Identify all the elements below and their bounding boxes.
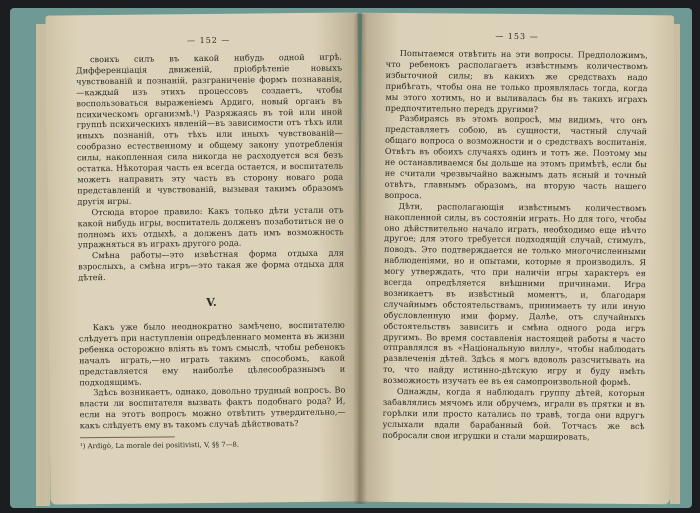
footnote: ¹) Ardigò, La morale dei positivisti, V, §§ 7—8. xyxy=(79,440,240,451)
right-paragraph: Дѣти, располагающія извѣстнымъ количествомъ накопленной силы, въ состояніи играть. Но для того, чтобы оно дѣйствительно начало играть, необходимо еще нѣчто другое; для этого требуется подходящій случай, стимулъ, поводъ. Это подтверждается не только многочисленными наблюденіями, но и опытами, которые я производилъ. Я могу утверждать, что при наличіи игры характеръ ея всегда опредѣляется внѣшними причинами. Игра возникаетъ въ извѣстный моментъ, и, благодаря случайнымъ обстоятельствамъ, принимаетъ ту или иную обусловленную ими форму. Далѣе, отъ случайныхъ обстоятельствъ зависитъ и смѣна одного рода игръ другимъ. Во время составленія настоящей работы я часто отправлялся въ «Національную виллу», чтобы наблюдать развлеченія дѣтей. Здѣсь я могъ вдоволь разсчитывать на то, что найду истинно-дѣтскую игру и буду имѣть возможность изучать ее въ ея самопроизвольной формѣ. xyxy=(382,200,647,388)
left-section-paragraph: Какъ уже было неоднократно замѣчено, воспитателю слѣдуетъ при наступленіи опредѣленнаго момента въ жизни ребенка осторожно влiять въ томъ смыслѣ, чтобы ребенокъ началъ играть,—но играть такимъ способомъ, какой представляется ему наиболѣе цѣлесообразнымъ и подходящимъ. xyxy=(78,319,346,387)
left-page xyxy=(45,12,362,504)
section-heading: V. xyxy=(206,295,217,310)
right-paragraph: Разбираясь въ этомъ вопросѣ, мы видимъ, что онъ представляетъ собою, въ сущности, частный случай общаго вопроса о возможности и о средствахъ воспитанія. Отвѣтъ въ обоихъ случаяхъ одинъ и тотъ же. Поэтому мы не останавливаемся бы дольше на этомъ примѣтѣ, если бы не считали чрезвычайно важнымъ дать ясный и точный отвѣтъ, главнымъ образомъ, на вторую часть нашего вопроса. xyxy=(384,113,648,200)
right-page xyxy=(358,13,674,505)
left-paragraph: Отсюда второе правило: Какъ только дѣти устали отъ какой нибудь игры, воспитатель долженъ позаботиться не о полномъ ихъ отдыхѣ, а долженъ дать имъ возможность упражняться въ играхъ другого рода. xyxy=(77,204,344,250)
right-paragraph: Однажды, когда я наблюдалъ группу дѣтей, которыя забавлялись мячомъ или обручемъ, играли въ прятки и въ горѣлки или просто катались по травѣ, тогда они вдругъ услыхали вдали барабанный бой. Тотчасъ же всѣ побросали свои игрушки и стали маршировать, xyxy=(382,386,645,442)
left-paragraph: Смѣна работы—это извѣстная форма отдыха для взрослыхъ, а смѣна игръ—это такая же форма отдыха для дѣтей. xyxy=(78,247,345,283)
right-page-text xyxy=(382,48,647,443)
book-gutter-shadow xyxy=(353,14,367,504)
right-paragraph: Попытаемся отвѣтить на эти вопросы. Предположимъ, что ребенокъ располагаетъ извѣстнымъ количествомъ избыточной силы; въ какихъ же средствахъ надо прибѣгать, чтобы она не только проявлялась тогда, когда мы этого хотимъ, но и выливалась бы въ такихъ играхъ предпочтительно передъ другими? xyxy=(385,47,648,114)
left-page-number: — 152 — xyxy=(186,35,231,46)
left-paragraph: своихъ силъ въ какой нибудь одной игрѣ. Дифференціація движеній, пріобрѣтеніе новыхъ чувствованій и познаній, разграниченіе формъ познаванія,—каждый изъ этихъ процессовъ создаетъ, чтобы воспользоваться выраженіемъ Ардиго, новый органъ въ психическомъ организмѣ.¹) Разряжаясь въ той или иной группѣ психическихъ явленій—въ зависимости отъ тѣхъ или иныхъ познаній, отъ тѣхъ или иныхъ чувствованій—сообразно естественному и общему закону употребленія силы, накопленная сила никогда не расходуется вся безъ остатка. Нѣкоторая часть ея всегда остается, и воспитатель можетъ направить эту часть въ сторону новаго рода представленій и чувствованій, вызывая такимъ образомъ другія игры. xyxy=(75,51,344,207)
footnote-rule xyxy=(80,436,175,438)
left-section-paragraph: Здѣсь возникаетъ, однако, довольно трудный вопросъ. Во власти ли воспитателя вызвать фактъ подобнаго рода? И, если на этотъ вопросъ можно отвѣтить утвердительно,—какъ слѣдуетъ ему въ такомъ случаѣ дѣйствовать? xyxy=(79,384,346,431)
left-page-text xyxy=(76,52,346,452)
right-page-number: — 153 — xyxy=(495,31,539,42)
